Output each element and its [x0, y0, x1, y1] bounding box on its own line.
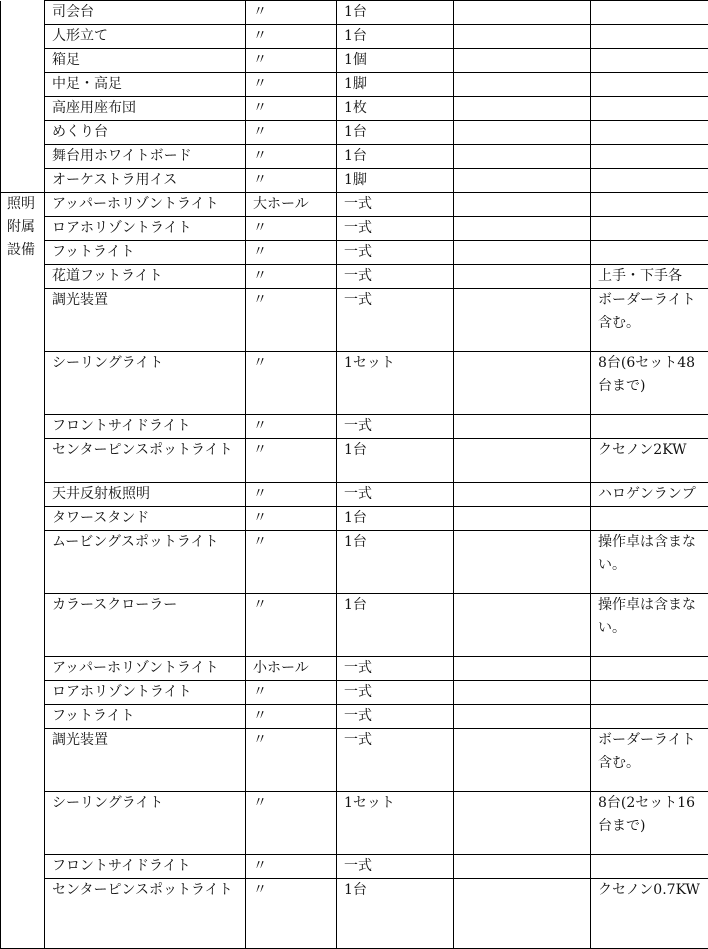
- quantity-cell: 一式: [337, 483, 454, 507]
- location-cell: 〃: [246, 1, 337, 25]
- quantity-cell: 一式: [337, 217, 454, 241]
- table-row: [1, 49, 708, 73]
- price-cell: [454, 531, 591, 594]
- location-cell: 〃: [246, 241, 337, 265]
- category-cell: 照明附属設備: [1, 193, 45, 949]
- item-name-cell: 舞台用ホワイトボード: [45, 145, 246, 169]
- price-cell: [454, 97, 591, 121]
- table-row: [1, 507, 708, 531]
- location-cell: 〃: [246, 439, 337, 483]
- quantity-cell: 1台: [337, 439, 454, 483]
- item-name-cell: 調光装置: [45, 289, 246, 352]
- price-cell: [454, 657, 591, 681]
- quantity-cell: 一式: [337, 289, 454, 352]
- item-name-cell: 調光装置: [45, 729, 246, 792]
- table-row: [1, 681, 708, 705]
- price-cell: [454, 439, 591, 483]
- remarks-cell: [591, 25, 708, 49]
- price-cell: [454, 792, 591, 855]
- item-name-cell: ムービングスポットライト: [45, 531, 246, 594]
- quantity-cell: 1台: [337, 145, 454, 169]
- price-cell: [454, 507, 591, 531]
- item-name-cell: センターピンスポットライト: [45, 879, 246, 949]
- price-cell: [454, 217, 591, 241]
- remarks-cell: ボーダーライト含む。: [591, 289, 708, 352]
- remarks-cell: 上手・下手各: [591, 265, 708, 289]
- location-cell: 〃: [246, 705, 337, 729]
- price-cell: [454, 855, 591, 879]
- location-cell: 〃: [246, 97, 337, 121]
- item-name-cell: 司会台: [45, 1, 246, 25]
- quantity-cell: 一式: [337, 681, 454, 705]
- item-name-cell: シーリングライト: [45, 792, 246, 855]
- quantity-cell: 1台: [337, 25, 454, 49]
- location-cell: 〃: [246, 792, 337, 855]
- location-cell: 〃: [246, 217, 337, 241]
- item-name-cell: 高座用座布団: [45, 97, 246, 121]
- price-cell: [454, 73, 591, 97]
- location-cell: 〃: [246, 73, 337, 97]
- location-cell: 〃: [246, 352, 337, 415]
- quantity-cell: 1台: [337, 879, 454, 949]
- item-name-cell: アッパーホリゾントライト: [45, 193, 246, 217]
- remarks-cell: [591, 705, 708, 729]
- quantity-cell: 一式: [337, 265, 454, 289]
- price-cell: [454, 483, 591, 507]
- price-cell: [454, 681, 591, 705]
- quantity-cell: 1台: [337, 1, 454, 25]
- remarks-cell: 8台(2セット16台まで): [591, 792, 708, 855]
- table-row: [1, 289, 708, 352]
- category-cell: [1, 1, 45, 193]
- location-cell: 〃: [246, 855, 337, 879]
- remarks-cell: [591, 507, 708, 531]
- remarks-cell: [591, 193, 708, 217]
- table-row: [1, 97, 708, 121]
- price-cell: [454, 265, 591, 289]
- item-name-cell: ロアホリゾントライト: [45, 217, 246, 241]
- quantity-cell: 1脚: [337, 73, 454, 97]
- table-row: [1, 169, 708, 193]
- item-name-cell: 花道フットライト: [45, 265, 246, 289]
- table-row: [1, 657, 708, 681]
- item-name-cell: 天井反射板照明: [45, 483, 246, 507]
- quantity-cell: 一式: [337, 855, 454, 879]
- remarks-cell: クセノン2KW: [591, 439, 708, 483]
- table-row: [1, 483, 708, 507]
- location-cell: 〃: [246, 289, 337, 352]
- item-name-cell: 人形立て: [45, 25, 246, 49]
- table-row: [1, 855, 708, 879]
- location-cell: 〃: [246, 594, 337, 657]
- remarks-cell: ハロゲンランプ: [591, 483, 708, 507]
- quantity-cell: 1台: [337, 507, 454, 531]
- item-name-cell: めくり台: [45, 121, 246, 145]
- table-row: [1, 729, 708, 792]
- item-name-cell: 箱足: [45, 49, 246, 73]
- quantity-cell: 1枚: [337, 97, 454, 121]
- price-cell: [454, 705, 591, 729]
- location-cell: 〃: [246, 25, 337, 49]
- table-row: [1, 241, 708, 265]
- remarks-cell: [591, 121, 708, 145]
- quantity-cell: 1台: [337, 594, 454, 657]
- location-cell: 〃: [246, 121, 337, 145]
- price-cell: [454, 415, 591, 439]
- item-name-cell: オーケストラ用イス: [45, 169, 246, 193]
- table-row: [1, 193, 708, 217]
- table-row: [1, 439, 708, 483]
- price-cell: [454, 49, 591, 73]
- remarks-cell: [591, 241, 708, 265]
- table-row: [1, 265, 708, 289]
- item-name-cell: フットライト: [45, 705, 246, 729]
- table-row: [1, 415, 708, 439]
- remarks-cell: [591, 73, 708, 97]
- remarks-cell: [591, 657, 708, 681]
- remarks-cell: [591, 415, 708, 439]
- table-row: [1, 217, 708, 241]
- remarks-cell: [591, 49, 708, 73]
- item-name-cell: センターピンスポットライト: [45, 439, 246, 483]
- quantity-cell: 一式: [337, 415, 454, 439]
- remarks-cell: [591, 217, 708, 241]
- quantity-cell: 1セット: [337, 352, 454, 415]
- location-cell: 〃: [246, 879, 337, 949]
- quantity-cell: 1セット: [337, 792, 454, 855]
- remarks-cell: 操作卓は含まない。: [591, 531, 708, 594]
- price-cell: [454, 241, 591, 265]
- remarks-cell: [591, 169, 708, 193]
- location-cell: 〃: [246, 145, 337, 169]
- price-cell: [454, 145, 591, 169]
- remarks-cell: クセノン0.7KW: [591, 879, 708, 949]
- quantity-cell: 1個: [337, 49, 454, 73]
- location-cell: 〃: [246, 729, 337, 792]
- quantity-cell: 一式: [337, 193, 454, 217]
- table-row: [1, 73, 708, 97]
- location-cell: 〃: [246, 681, 337, 705]
- table-row: [1, 531, 708, 594]
- remarks-cell: [591, 855, 708, 879]
- price-cell: [454, 169, 591, 193]
- remarks-cell: [591, 145, 708, 169]
- item-name-cell: カラースクローラー: [45, 594, 246, 657]
- table-row: [1, 792, 708, 855]
- quantity-cell: 一式: [337, 705, 454, 729]
- remarks-cell: [591, 1, 708, 25]
- item-name-cell: タワースタンド: [45, 507, 246, 531]
- location-cell: 〃: [246, 169, 337, 193]
- table-row: [1, 121, 708, 145]
- item-name-cell: ロアホリゾントライト: [45, 681, 246, 705]
- price-cell: [454, 193, 591, 217]
- quantity-cell: 1脚: [337, 169, 454, 193]
- item-name-cell: フットライト: [45, 241, 246, 265]
- table-row: [1, 594, 708, 657]
- price-cell: [454, 25, 591, 49]
- table-row: [1, 1, 708, 25]
- item-name-cell: フロントサイドライト: [45, 855, 246, 879]
- price-cell: [454, 879, 591, 949]
- price-cell: [454, 121, 591, 145]
- equipment-table-body: [1, 1, 708, 949]
- location-cell: 〃: [246, 483, 337, 507]
- item-name-cell: フロントサイドライト: [45, 415, 246, 439]
- location-cell: 小ホール: [246, 657, 337, 681]
- table-row: [1, 879, 708, 949]
- table-row: [1, 25, 708, 49]
- price-cell: [454, 352, 591, 415]
- remarks-cell: [591, 97, 708, 121]
- quantity-cell: 1台: [337, 531, 454, 594]
- remarks-cell: ボーダーライト含む。: [591, 729, 708, 792]
- item-name-cell: アッパーホリゾントライト: [45, 657, 246, 681]
- quantity-cell: 一式: [337, 729, 454, 792]
- table-row: [1, 705, 708, 729]
- remarks-cell: 8台(6セット48台まで): [591, 352, 708, 415]
- price-cell: [454, 729, 591, 792]
- item-name-cell: 中足・高足: [45, 73, 246, 97]
- price-cell: [454, 1, 591, 25]
- price-cell: [454, 594, 591, 657]
- quantity-cell: 一式: [337, 657, 454, 681]
- location-cell: 〃: [246, 415, 337, 439]
- location-cell: 〃: [246, 265, 337, 289]
- item-name-cell: シーリングライト: [45, 352, 246, 415]
- table-row: [1, 145, 708, 169]
- quantity-cell: 1台: [337, 121, 454, 145]
- location-cell: 大ホール: [246, 193, 337, 217]
- remarks-cell: [591, 681, 708, 705]
- table-row: [1, 352, 708, 415]
- location-cell: 〃: [246, 531, 337, 594]
- location-cell: 〃: [246, 507, 337, 531]
- price-cell: [454, 289, 591, 352]
- remarks-cell: 操作卓は含まない。: [591, 594, 708, 657]
- quantity-cell: 一式: [337, 241, 454, 265]
- location-cell: 〃: [246, 49, 337, 73]
